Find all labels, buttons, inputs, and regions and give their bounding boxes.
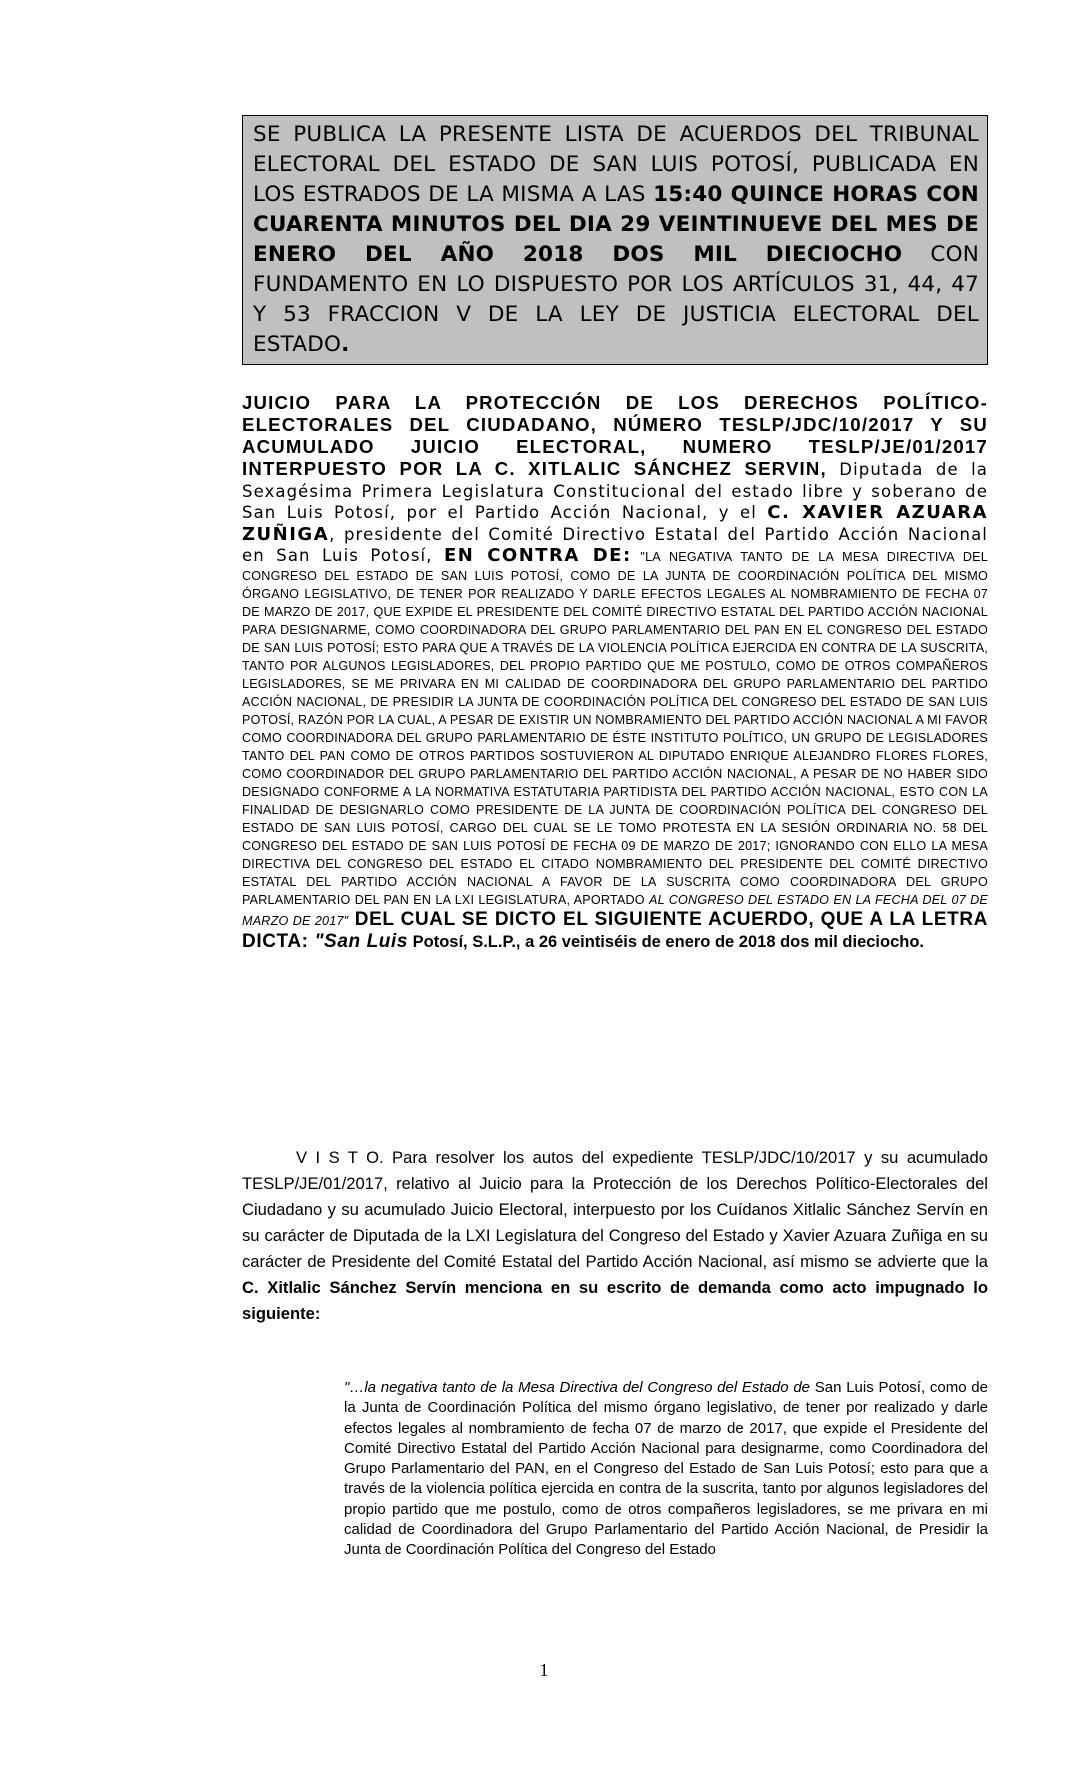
notice-text: SE PUBLICA LA PRESENTE LISTA DE ACUERDOS DEL TRIBUNAL ELECTORAL DEL ESTADO DE SAN LUIS POTOSÍ, PUBLICADA EN LOS ESTRADOS DE LA MISMA A LAS (253, 122, 979, 207)
case-contra: EN CONTRA DE: (443, 545, 632, 566)
case-desc-1: Diputada de la Sexagésima Primera Legislatura Constitucional del estado libre y soberano de San Luis Potosí, por el Partido Acción Nacional, y el (242, 460, 988, 522)
publication-notice-box (242, 115, 988, 365)
case-act: "LA NEGATIVA TANTO DE LA MESA DIRECTIVA DEL CONGRESO DEL ESTADO DE SAN LUIS POTOSÍ, COMO DE LA JUNTA DE COORDINACIÓN POLÍTICA DEL MISMO ÓRGANO LEGISLATIVO, DE TENER POR REALIZADO Y DARLE EFECTOS LEGALES AL NOMBRAMIENTO DE FECHA 07 DE MARZO DE 2017, QUE EXPIDE EL PRESIDENTE DEL COMITÉ DIRECTIVO ESTATAL DEL PARTIDO ACCIÓN NACIONAL PARA DESIGNARME, COMO COORDINADORA DEL GRUPO PARLAMENTARIO DEL PAN EN EL CONGRESO DEL ESTADO DE SAN LUIS POTOSÍ; ESTO PARA QUE A TRAVÉS DE LA VIOLENCIA POLÍTICA EJERCIDA EN CONTRA DE LA SUSCRITA, TANTO POR ALGUNOS LEGISLADORES, DEL PROPIO PARTIDO QUE ME POSTULO, COMO DE OTROS COMPAÑEROS LEGISLADORES, SE ME PRIVARA EN MI CALIDAD DE COORDINADORA DEL GRUPO PARLAMENTARIO DEL PARTIDO ACCIÓN NACIONAL, DE PRESIDIR LA JUNTA DE COORDINACIÓN POLÍTICA DEL CONGRESO DEL ESTADO DE SAN LUIS POTOSÍ, RAZÓN POR LA CUAL, A PESAR DE EXISTIR UN NOMBRAMIENTO DEL PARTIDO ACCIÓN NACIONAL A MI FAVOR COMO COORDINADORA DEL GRUPO PARLAMENTARIO DE ÉSTE INSTITUTO POLÍTICO, UN GRUPO DE LEGISLADORES TANTO DEL PAN COMO DE OTROS PARTIDOS SOSTUVIERON AL DIPUTADO ENRIQUE ALEJANDRO FLORES FLORES, COMO COORDINADOR DEL GRUPO PARLAMENTARIO DEL PARTIDO ACCIÓN NACIONAL, A PESAR DE NO HABER SIDO DESIGNADO CONFORME A LA NORMATIVA ESTATUTARIA PARTIDISTA DEL PARTIDO ACCIÓN NACIONAL, ESTO CON LA FINALIDAD DE DESIGNARLO COMO PRESIDENTE DE LA JUNTA DE COORDINACIÓN POLÍTICA DEL CONGRESO DEL ESTADO DE SAN LUIS POTOSÍ, CARGO DEL CUAL SE LE TOMO PROTESTA EN LA SESIÓN ORDINARIA NO. 58 DEL CONGRESO DEL ESTADO DE SAN LUIS POTOSÍ DE FECHA 09 DE MARZO DE 2017; IGNORANDO CON ELLO LA MESA DIRECTIVA DEL CONGRESO DEL ESTADO EL CITADO NOMBRAMIENTO DEL PRESIDENTE DEL COMITÉ DIRECTIVO ESTATAL DEL PARTIDO ACCIÓN NACIONAL A FAVOR DE LA SUSCRITA COMO COORDINADORA DEL GRUPO PARLAMENTARIO DEL PAN EN LA LXI LEGISLATURA, APORTADO (242, 550, 988, 907)
notice-time-bold: 15:40 QUINCE HORAS CON CUARENTA MINUTOS DEL DIA 29 VEINTINUEVE DEL MES DE ENERO DEL AÑO 2018 DOS MIL DIECIOCHO (253, 182, 979, 267)
quote-italic: "…la negativa tanto de la Mesa Directiva del Congreso del Estado de (344, 1379, 811, 1396)
visto-bold: C. Xitlalic Sánchez Servín menciona en su escrito de demanda como acto impugnado lo siguiente: (242, 1278, 988, 1323)
visto-text: . Para resolver los autos del expediente TESLP/JDC/10/2017 y su acumulado TESLP/JE/01/2017, relativo al Juicio para la Protección de los Derechos Político-Electorales del Ciudadano y su acumulado Juicio Electoral, interpuesto por los Cuídanos Xitlalic Sánchez Servín en su carácter de Diputada de la LXI Legislatura del Congreso del Estado y Xavier Azuara Zuñiga en su carácter de Presidente del Comité Estatal del Partido Acción Nacional, así mismo se advierte que la (242, 1148, 988, 1271)
case-dictated: DEL CUAL SE DICTO EL SIGUIENTE ACUERDO, QUE A LA LETRA DICTA: (242, 908, 988, 952)
quote-text: San Luis Potosí, como de la Junta de Coordinación Política del mismo órgano legislativo, de tener por realizado y darle efectos legales al nombramiento de fecha 07 de marzo de 2017, que expide el Presidente del Comité Directivo Estatal del Partido Acción Nacional para designarme, como Coordinadora del Grupo Parlamentario del PAN, en el Congreso del Estado de San Luis Potosí; esto para que a través de la violencia política ejercida en contra de la suscrita, tanto por algunos legisladores del propio partido que me postulo, como de otros compañeros legisladores, se me privara en mi calidad de Coordinadora del Grupo Parlamentario del Partido Acción Nacional, de Presidir la Junta de Coordinación Política del Congreso del Estado (344, 1379, 988, 1559)
case-desc-2: , presidente del Comité Directivo Estatal del Partido Acción Nacional en San Luis Potosí, (242, 524, 988, 565)
page-number: 1 (539, 1660, 549, 1680)
case-description (242, 392, 988, 953)
case-date: Potosí, S.L.P., a 26 veintiséis de enero de 2018 dos mil dieciocho. (408, 932, 925, 951)
notice-end: . (341, 332, 350, 357)
visto-paragraph (242, 1145, 988, 1327)
case-date-italic: "San Luis (314, 930, 409, 952)
visto-label: V I S T O (296, 1148, 379, 1167)
case-act-italic: AL CONGRESO DEL ESTADO EN LA FECHA DEL 07 DE MARZO DE 2017" (242, 892, 988, 928)
notice-text-2: CON FUNDAMENTO EN LO DISPUESTO POR LOS ARTÍCULOS 31, 44, 47 Y 53 FRACCION V DE LA LEY DE JUSTICIA ELECTORAL DEL ESTADO (253, 242, 980, 357)
case-heading: JUICIO PARA LA PROTECCIÓN DE LOS DERECHOS POLÍTICO-ELECTORALES DEL CIUDADANO, NÚMERO TESLP/JDC/10/2017 Y SU ACUMULADO JUICIO ELECTORAL, NUMERO TESLP/JE/01/2017 INTERPUESTO POR LA C. XITLALIC SÁNCHEZ SERVIN, (242, 392, 988, 479)
quoted-act (344, 1378, 988, 1561)
case-name-2: C. XAVIER AZUARA ZUÑIGA (242, 502, 989, 545)
